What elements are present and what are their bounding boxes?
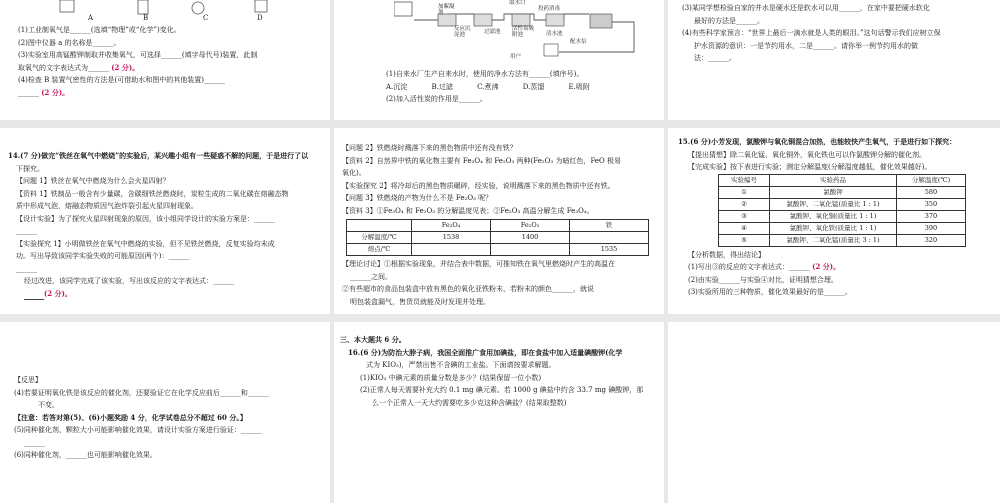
table-cell: 320 xyxy=(897,234,966,246)
diagram-label: 活性炭吸附池 xyxy=(512,26,535,38)
question-line: 【资料 2】自然界中铁的氧化物主要有 Fe₃O₄ 和 Fe₂O₃ 两种(Fe₂O₃ 为暗红色，FeO 极易 xyxy=(342,156,622,165)
question-line: ______ xyxy=(24,438,45,447)
panel-bottom-left xyxy=(0,322,330,503)
table-header xyxy=(347,220,412,232)
question-line: (1)工业制氧气是______(选填“物理”或“化学”)变化。 xyxy=(18,26,181,34)
question-line: 【实验探究 1】小明做铁丝在氧气中燃烧的实验，但不见铁丝燃烧，反复实验均未成 xyxy=(16,239,275,248)
table-cell: 熔点/℃ xyxy=(347,244,412,256)
question-line: 【资料 1】铁制品一般含有少量碳，含碳细铁丝燃烧时，炭粒生成的二氧化碳在熔融态物 xyxy=(16,189,289,198)
panel-bottom-middle xyxy=(334,322,664,503)
question-line: ②有些超市的食品包装盒中放有黑色的氧化亚铁粉末，若粉末的颜色______，就说 xyxy=(342,285,594,293)
question-line: 【注意：若答对第(5)、(6)小题奖励 4 分，化学试卷总分不超过 60 分。】 xyxy=(14,412,247,422)
table-header: 分解温度(℃) xyxy=(897,174,966,186)
table-row xyxy=(347,232,649,244)
answer-blank xyxy=(24,290,44,300)
table-cell: ⑤ xyxy=(719,234,770,246)
question-line: (3)某同学想检验自家的井水是硬水还是软水可以用______，在家中要把硬水软化 xyxy=(682,4,930,12)
question-line: (3)实验室用高锰酸钾制取并收集氧气，可选择______(填字母代号)装置，此制 xyxy=(18,51,258,59)
diagram-label: 加絮凝剂 xyxy=(438,4,455,16)
diagram-label: 反应沉淀池 xyxy=(454,26,471,38)
question-line: (4)检查 B 装置气密性的方法是(可借助水和图中的其他装置)______ xyxy=(18,76,225,84)
table-cell: 1400 xyxy=(491,232,570,244)
table-header: 实验编号 xyxy=(719,174,770,186)
question-line: ______ xyxy=(16,227,37,235)
table-cell: 390 xyxy=(897,222,966,234)
question-line: (3)实验所用的三种物质，催化效果最好的是______。 xyxy=(688,288,852,296)
panel-middle-left xyxy=(0,128,330,314)
table-cell: ① xyxy=(719,186,770,198)
question-line: (1)写出③的反应的文字表达式：______ xyxy=(688,263,810,271)
question-line: 【完成实验】按下表进行实验；测定分解温度(分解温度越低，催化效果越好)。 xyxy=(688,163,932,171)
question-line: 取氧气的文字表达式为______ xyxy=(18,63,109,72)
question-line: 氧化)。 xyxy=(342,169,366,177)
question-block xyxy=(14,374,269,462)
question-line: 【资料 3】①Fe₃O₄ 和 Fe₂O₃ 的分解温度见表；②Fe₂O₃ 高温分解生成 Fe₃O₄。 xyxy=(342,206,594,215)
panel-top-right xyxy=(668,0,1000,120)
decomposition-table xyxy=(346,219,649,256)
option: C.煮沸 xyxy=(477,82,499,91)
apparatus-label-d: D xyxy=(257,14,263,22)
table-cell: 氯酸钾、二氧化锰(质量比 1 : 1) xyxy=(770,198,897,210)
question-line: 式为 KIO₃)，严禁出售不含碘的工业盐。下面请按要求解题。 xyxy=(366,361,556,369)
question-line: 法：______。 xyxy=(694,54,736,62)
table-cell: 580 xyxy=(897,186,966,198)
options-row xyxy=(386,81,590,94)
question-line: (2)图中仪器 a 的名称是______。 xyxy=(18,38,121,47)
apparatus-label-c: C xyxy=(203,14,209,22)
table-cell xyxy=(412,244,491,256)
table-cell: 氯酸钾、二氧化锰(质量比 3 : 1) xyxy=(770,234,897,246)
section-heading: 三、本大题共 6 分。 xyxy=(340,335,406,344)
question-line: (4)若要证明氧化铁是该反应的催化剂，还要验证它在化学反应前后______和______ xyxy=(14,388,269,397)
question-line: (1)自来水厂生产自来水时，使用的净水方法有______(填序号)。 xyxy=(386,70,584,78)
lab-apparatus-illustration xyxy=(20,0,320,22)
table-cell: 350 xyxy=(897,198,966,210)
question-line: 【理论讨论】①根据实验现象，并结合表中数据，可推知铁在氧气里燃烧时产生的高温在 xyxy=(342,260,615,268)
question-line: 【问题 3】铁燃烧的产物为什么不是 Fe₂O₃ 呢？ xyxy=(342,194,493,202)
question-line: 最好的方法是______。 xyxy=(694,16,764,25)
apparatus-label-a: A xyxy=(88,14,94,22)
score-note: (2 分)。 xyxy=(41,87,70,97)
score-note: (2 分)。 xyxy=(111,62,140,72)
apparatus-label-b: B xyxy=(143,14,149,22)
question-line: ______ xyxy=(16,264,37,273)
question-line: (1)KIO₃ 中碘元素的质量分数是多少？(结果保留一位小数) xyxy=(360,373,542,382)
question-line: 【设计实验】为了探究火星四射现象的原因，该小组同学设计的实验方案是：______ xyxy=(16,214,275,223)
question-block xyxy=(340,334,643,409)
table-row xyxy=(719,198,966,210)
table-cell: ④ xyxy=(719,222,770,234)
table-cell: 370 xyxy=(897,210,966,222)
question-line: 明包装盒漏气，售货员就能及时发现并处理。 xyxy=(350,297,490,306)
question-line: (5)同种催化剂，颗粒大小可能影响催化效果，请设计实验方案进行验证：______ xyxy=(14,426,262,434)
option: E.吸附 xyxy=(568,82,590,91)
panel-bottom-right xyxy=(668,322,1000,503)
question-block xyxy=(678,136,966,299)
panel-middle-middle xyxy=(334,128,664,314)
question-line: (2)由实验______与实验④对比，证明猜想合理。 xyxy=(688,275,838,284)
table-row xyxy=(719,234,966,246)
diagram-label: 清水池 xyxy=(546,31,563,37)
table-header: 铁 xyxy=(570,220,649,232)
score-note: (2 分)。 xyxy=(44,288,72,298)
question-line: (2)加入活性炭的作用是______。 xyxy=(386,95,487,103)
question-line: 【分析数据，得出结论】 xyxy=(688,250,765,259)
question-line: 【问题 1】铁丝在氧气中燃烧为什么会火星四射？ xyxy=(16,177,170,185)
option: B.过滤 xyxy=(431,82,453,91)
table-row xyxy=(719,222,966,234)
question-line: 【反思】 xyxy=(14,376,42,384)
question-line: 不变。 xyxy=(38,401,59,409)
diagram-label: 取水口 xyxy=(509,0,526,6)
question-line: 【实验探究 2】将冷却后的黑色物质碾碎，经实验，说明溅落下来的黑色物质中还有铁。 xyxy=(342,181,615,190)
panel-middle-right xyxy=(668,128,1000,314)
table-header: 实验药品 xyxy=(770,174,897,186)
catalyst-table xyxy=(718,174,966,247)
question-block xyxy=(682,2,941,65)
question-line: 15.(6 分)小芳发现，氯酸钾与氧化铜混合加热，也能较快产生氧气，于是进行如下探究： xyxy=(678,137,957,146)
question-line: 【问题 2】铁燃烧时溅落下来的黑色物质中还有没有铁？ xyxy=(342,144,517,152)
table-cell: 分解温度/℃ xyxy=(347,232,412,244)
question-line: 16.(6 分)为防治大脖子病，我国全面推广食用加碘盐，即在食盐中加入适量碘酸钾(化学 xyxy=(348,347,623,357)
question-line: 护水资源的意识：一是节约用水，二是______。请你举一例节约用水的做 xyxy=(694,41,918,50)
table-header: Fe₃O₄ xyxy=(412,220,491,232)
table-cell: 氯酸钾、氧化铜(质量比 1 : 1) xyxy=(770,210,897,222)
diagram-label: 配水泵 xyxy=(570,39,587,45)
diagram-label: 投药消毒 xyxy=(538,6,561,12)
table-cell xyxy=(570,232,649,244)
question-line: 下探究。 xyxy=(16,164,44,173)
table-row xyxy=(719,186,966,198)
table-header: Fe₂O₃ xyxy=(491,220,570,232)
table-cell: 氯酸钾 xyxy=(770,186,897,198)
question-line: 【提出猜想】除二氧化锰、氧化铜外，氧化铁也可以作氯酸钾分解的催化剂。 xyxy=(688,150,926,159)
question-line: (2)正常人每天需要补充大约 0.1 mg 碘元素。若 1000 g 碘盐中约含 33.7 mg 碘酸钾，那 xyxy=(360,386,644,394)
table-cell: ③ xyxy=(719,210,770,222)
table-row xyxy=(347,244,649,256)
question-line: (6)同种催化剂，______也可能影响催化效果。 xyxy=(14,451,157,459)
diagram-label: 过滤池 xyxy=(484,29,501,35)
question-line: (4)有些科学家预言：“世界上最后一滴水就是人类的眼泪。”这句话警示我们应树立保 xyxy=(682,29,941,37)
question-block xyxy=(18,24,257,99)
table-cell: ② xyxy=(719,198,770,210)
table-cell: 1535 xyxy=(570,244,649,256)
option: D.蒸馏 xyxy=(522,82,545,91)
panel-top-left xyxy=(0,0,330,120)
question-line: 14.(7 分)做完“铁丝在氧气中燃烧”的实验后，某兴趣小组有一些疑惑不解的问题，于是进行了以 xyxy=(8,151,309,160)
table-cell xyxy=(491,244,570,256)
table-cell: 氯酸钾、氧化铁(质量比 1 : 1) xyxy=(770,222,897,234)
question-line: 功。写出导致该同学实验失败的可能原因(两个)：______ xyxy=(16,252,190,260)
question-line: 经过改进，该同学完成了该实验，写出该反应的文字表达式：______ xyxy=(24,277,234,285)
question-line: 么一个正常人一天大约需要吃多少克这种含碘盐？(结果取整数) xyxy=(372,398,567,407)
table-row xyxy=(719,210,966,222)
question-block xyxy=(386,68,590,106)
question-block xyxy=(342,142,649,308)
panel-top-middle xyxy=(334,0,664,120)
question-line: ______之间。 xyxy=(350,272,392,281)
question-block xyxy=(8,150,308,300)
question-line: 质中形成气泡，熔融态物质因气泡炸裂引起火星四射现象。 xyxy=(16,202,198,210)
score-note: (2 分)。 xyxy=(812,262,841,271)
diagram-label: 用户 xyxy=(510,54,522,60)
question-line: ______ xyxy=(18,88,39,97)
table-cell: 1538 xyxy=(412,232,491,244)
option: A.沉淀 xyxy=(386,82,408,91)
